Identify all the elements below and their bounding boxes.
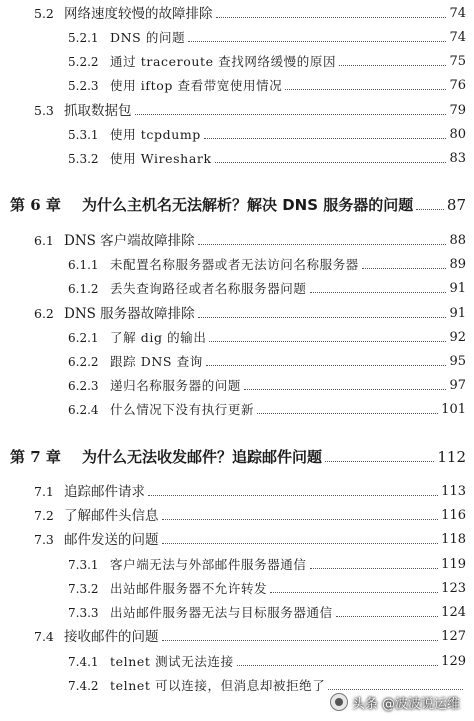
toc-section [0, 229, 474, 253]
toc-title: telnet 可以连接，但消息却被拒绝了 [110, 678, 326, 693]
toc-subsection [0, 123, 474, 147]
dot-leader [216, 17, 446, 18]
toc-title: 未配置名称服务器或者无法访问名称服务器 [110, 257, 359, 272]
toc-number: 5.2.2 [68, 55, 99, 69]
toc-number: 7.4.1 [68, 655, 99, 669]
toc-page-number: 74 [449, 6, 466, 21]
toc-page-number: 80 [449, 127, 466, 142]
toc-page-number: 75 [449, 54, 466, 69]
toc-page-number: 95 [449, 354, 466, 369]
toc-title: 网络速度较慢的故障排除 [64, 6, 213, 22]
toc-subsection [0, 253, 474, 277]
toc-number: 5.2.1 [68, 31, 99, 45]
toc-page-number: 88 [449, 233, 466, 248]
toc-number: 6.2 [34, 306, 54, 321]
toc-page-number: 87 [446, 196, 466, 214]
dot-leader [285, 89, 446, 90]
toc-number: 7.3.2 [68, 582, 99, 596]
toc-number: 第 6 章 [10, 196, 61, 214]
toc-number: 7.1 [34, 484, 54, 499]
dot-leader [148, 495, 438, 496]
toc-page-number: 112 [437, 448, 466, 466]
toc-page-number: 91 [449, 281, 466, 296]
toc-number: 7.4.2 [68, 679, 99, 693]
toc-title: 邮件发送的问题 [64, 532, 159, 548]
watermark [330, 691, 460, 713]
dot-leader [416, 209, 444, 210]
toc-number: 7.3.3 [68, 606, 99, 620]
toc-title: 抓取数据包 [64, 103, 132, 119]
toc-page-number: 79 [449, 103, 466, 118]
dot-leader [135, 114, 446, 115]
toc-number: 6.2.2 [68, 355, 99, 369]
dot-leader [336, 616, 438, 617]
toc-subsection [0, 650, 474, 674]
toc-subsection [0, 601, 474, 625]
toc-subsection [0, 277, 474, 301]
toc-title: 使用 tcpdump [110, 127, 201, 142]
toc-number: 7.3.1 [68, 558, 99, 572]
toc-number: 5.2.3 [68, 79, 99, 93]
toc-title: 出站邮件服务器不允许转发 [110, 581, 268, 596]
dot-leader [162, 519, 438, 520]
toc-subsection [0, 350, 474, 374]
toc-section [0, 2, 474, 26]
toc-page-number: 92 [449, 330, 466, 345]
toc-page-number: 83 [449, 151, 466, 166]
toc-page-number: 89 [449, 257, 466, 272]
toc-page-number: 124 [441, 605, 466, 620]
toc-section [0, 504, 474, 528]
dot-leader [325, 461, 434, 462]
toc-section [0, 99, 474, 123]
toc-page-number: 127 [441, 629, 466, 644]
dot-leader [310, 568, 438, 569]
toc-number: 7.4 [34, 629, 54, 644]
watermark-text: 头条 @波波说运维 [351, 696, 460, 712]
dot-leader [188, 41, 446, 42]
toc-title: 了解邮件头信息 [64, 508, 159, 524]
toc-number: 6.1.1 [68, 258, 99, 272]
toc-chapter [0, 444, 474, 470]
toc-page-number: 97 [449, 378, 466, 393]
toc-title: 接收邮件的问题 [64, 629, 159, 645]
toc-title: 为什么主机名无法解析？解决 DNS 服务器的问题 [82, 196, 414, 214]
toc-number: 7.2 [34, 508, 54, 523]
toc-page-number: 113 [441, 484, 466, 499]
toc-title: 丢失查询路径或者名称服务器问题 [110, 281, 307, 296]
toc-number: 6.2.1 [68, 331, 99, 345]
toc-title: 出站邮件服务器无法与目标服务器通信 [110, 605, 333, 620]
dot-leader [257, 413, 438, 414]
dot-leader [198, 244, 446, 245]
dot-leader [162, 543, 438, 544]
dot-leader [362, 268, 446, 269]
toc-page-number: 123 [441, 581, 466, 596]
toc-title: DNS 服务器故障排除 [64, 306, 195, 322]
dot-leader [339, 65, 446, 66]
toc-title: 为什么无法收发邮件？追踪邮件问题 [82, 448, 323, 466]
toc-title: 追踪邮件请求 [64, 484, 145, 500]
toc-chapter [0, 192, 474, 218]
toc-page-number: 129 [441, 654, 466, 669]
dot-leader [198, 317, 446, 318]
toc-subsection [0, 26, 474, 50]
toc-number: 6.2.3 [68, 379, 99, 393]
toc-page-number: 91 [449, 306, 466, 321]
toc-subsection [0, 553, 474, 577]
dot-leader [244, 389, 446, 390]
avatar-icon [330, 693, 348, 711]
toc-number: 6.1 [34, 233, 54, 248]
toc-subsection [0, 326, 474, 350]
toc-title: 通过 traceroute 查找网络缓慢的原因 [110, 54, 337, 69]
toc-number: 5.3 [34, 103, 54, 118]
dot-leader [215, 162, 446, 163]
toc-page-number: 101 [441, 402, 466, 417]
toc-title: telnet 测试无法连接 [110, 654, 234, 669]
toc-subsection [0, 147, 474, 171]
toc-subsection [0, 398, 474, 422]
toc-page-number: 119 [441, 557, 466, 572]
toc-title: DNS 客户端故障排除 [64, 233, 195, 249]
toc-title: 使用 Wireshark [110, 151, 212, 166]
toc-number: 6.2.4 [68, 403, 99, 417]
dot-leader [204, 138, 446, 139]
toc-section [0, 528, 474, 552]
toc-subsection [0, 74, 474, 98]
toc-page-number: 76 [449, 78, 466, 93]
dot-leader [162, 640, 438, 641]
toc-title: 使用 iftop 查看带宽使用情况 [110, 78, 283, 93]
toc-section [0, 480, 474, 504]
toc-subsection [0, 374, 474, 398]
dot-leader [310, 292, 446, 293]
toc-section [0, 625, 474, 649]
toc-title: 客户端无法与外部邮件服务器通信 [110, 557, 307, 572]
toc-page-number: 118 [441, 532, 466, 547]
toc-number: 7.3 [34, 532, 54, 547]
toc-title: 了解 dig 的输出 [110, 330, 207, 345]
toc-title: 跟踪 DNS 查询 [110, 354, 203, 369]
toc-subsection [0, 50, 474, 74]
toc-subsection [0, 577, 474, 601]
toc-number: 5.2 [34, 6, 54, 21]
dot-leader [270, 592, 438, 593]
toc-page-number: 116 [441, 508, 466, 523]
toc-page-number: 74 [449, 30, 466, 45]
toc-number: 第 7 章 [10, 448, 61, 466]
dot-leader [206, 365, 446, 366]
toc-title: 什么情况下没有执行更新 [110, 402, 255, 417]
dot-leader [328, 689, 463, 690]
dot-leader [209, 341, 446, 342]
dot-leader [237, 665, 438, 666]
toc-number: 6.1.2 [68, 282, 99, 296]
toc-number: 5.3.2 [68, 152, 99, 166]
toc-title: 递归名称服务器的问题 [110, 378, 242, 393]
toc-title: DNS 的问题 [110, 30, 186, 45]
toc-number: 5.3.1 [68, 128, 99, 142]
toc-section [0, 302, 474, 326]
